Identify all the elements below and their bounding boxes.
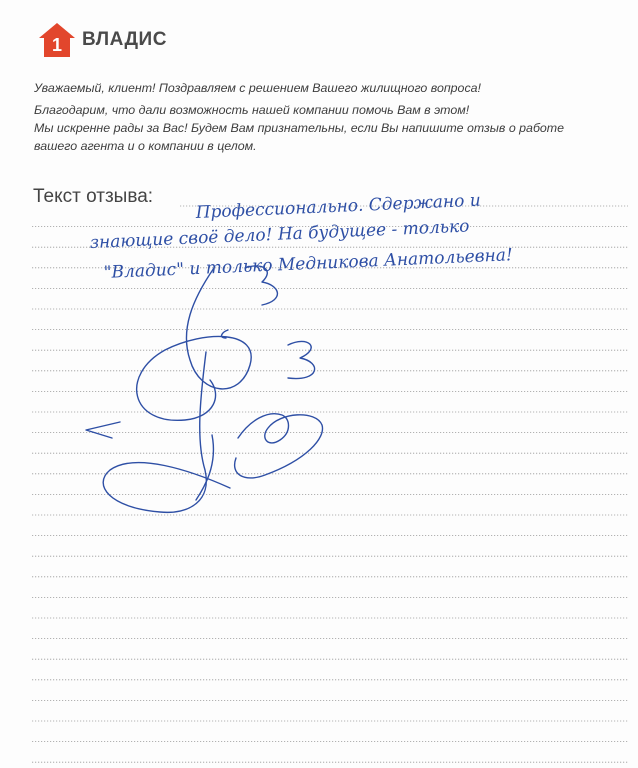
brand-name: ВЛАДИС <box>82 29 167 50</box>
intro-request: Мы искренне рады за Вас! Будем Вам признательны, если Вы напишите отзыв о работе <box>34 121 565 135</box>
handwritten-line: знающие своё дело! На будущее - только <box>89 216 470 253</box>
review-title: Текст отзыва: <box>33 186 154 207</box>
logo-digit: 1 <box>51 35 63 55</box>
handwritten-line: "Владис" и только Медникова Анатольевна! <box>103 245 514 283</box>
intro-greeting: Уважаемый, клиент! Поздравляем с решением Вашего жилищного вопроса! <box>34 81 481 95</box>
ruled-lines <box>32 0 628 768</box>
intro-thanks: Благодарим, что дали возможность нашей компании помочь Вам в этом! <box>34 103 470 117</box>
handwritten-line: Профессионально. Сдержано и <box>195 190 482 223</box>
intro-request-cont: вашего агента и о компании в целом. <box>34 139 257 153</box>
